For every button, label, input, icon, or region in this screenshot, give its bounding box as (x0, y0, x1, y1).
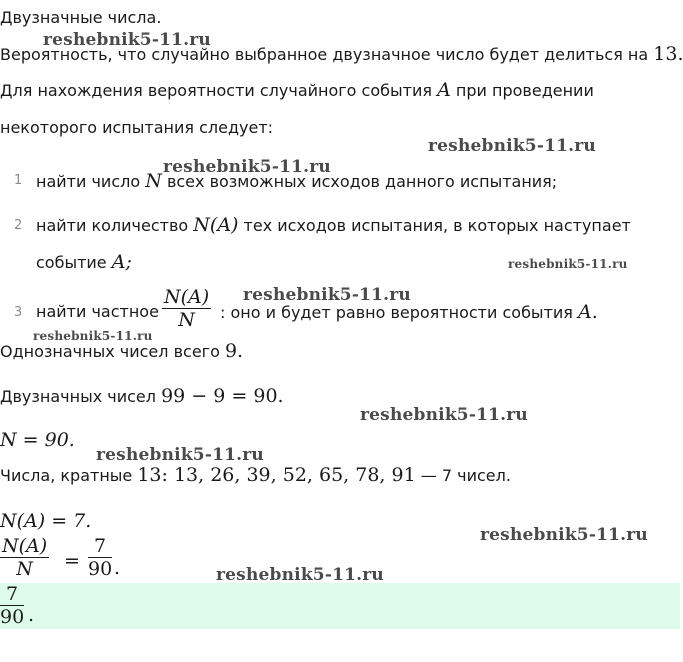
fraction-numerator: 7 (6, 583, 19, 605)
watermark: reshebnik5-11.ru (360, 405, 528, 425)
intro-text-end: при проведении (455, 81, 594, 100)
watermark: reshebnik5-11.ru (43, 30, 211, 50)
task-heading: Двузначные числа. (0, 8, 162, 27)
step-text: событие (36, 253, 107, 272)
single-digit-line (0, 341, 243, 362)
step-text: : оно и будет равно вероятности события (220, 303, 573, 322)
fraction-numerator: N(A) (164, 286, 210, 308)
answer-block (0, 583, 680, 629)
intro-variable: A (437, 79, 451, 101)
fraction-numerator: N(A) (2, 535, 48, 557)
watermark: reshebnik5-11.ru (163, 157, 331, 177)
na-value: N(A) = 7. (0, 510, 92, 532)
ratio-result-fraction (88, 535, 112, 580)
answer-fraction (0, 583, 24, 628)
solution-text: Числа, кратные (0, 466, 133, 485)
watermark: reshebnik5-11.ru (96, 445, 264, 465)
step-2-cont (36, 252, 132, 273)
statement-number: 13. (653, 43, 683, 65)
step-3-fraction (162, 286, 211, 331)
multiples-line (0, 465, 511, 486)
method-intro (0, 80, 594, 101)
answer-period: . (28, 604, 35, 626)
n-value: N = 90. (0, 429, 75, 451)
fraction-denominator: N (178, 309, 195, 331)
solution-value: 9. (224, 340, 244, 362)
watermark: reshebnik5-11.ru (480, 525, 648, 545)
solution-expression: 99 − 9 = 90. (161, 385, 284, 407)
multiples-list: 13: 13, 26, 39, 52, 65, 78, 91 (137, 464, 416, 486)
watermark: reshebnik5-11.ru (508, 257, 628, 271)
step-number: 3 (14, 305, 23, 320)
step-2 (36, 215, 631, 236)
step-variable: N(A) (193, 214, 239, 236)
watermark: reshebnik5-11.ru (428, 136, 596, 156)
step-variable: N (145, 170, 162, 192)
fraction-denominator: 90 (88, 558, 113, 580)
step-number: 1 (14, 173, 23, 188)
step-text: тех исходов испытания, в которых наступает (243, 216, 631, 235)
solution-text: Двузначных чисел (0, 387, 156, 406)
step-number: 2 (14, 218, 23, 233)
multiples-count: — 7 чисел. (420, 466, 511, 485)
ratio-fraction (0, 535, 49, 580)
two-digit-line (0, 386, 284, 407)
fraction-numerator: 7 (94, 535, 107, 557)
step-variable: A; (111, 251, 132, 273)
watermark: reshebnik5-11.ru (216, 565, 384, 585)
equals-sign: = (64, 550, 80, 572)
solution-text: Однозначных чисел всего (0, 342, 220, 361)
step-3-text-end (220, 302, 598, 323)
step-3-text: найти частное (36, 302, 159, 321)
intro-text: Для нахождения вероятности случайного события (0, 81, 432, 100)
statement-text: Вероятность, что случайно выбранное двузначное число будет делиться на (0, 45, 649, 64)
fraction-denominator: N (16, 558, 33, 580)
method-intro-cont: некоторого испытания следует: (0, 118, 274, 137)
step-variable: A. (578, 301, 598, 323)
step-text: найти число (36, 172, 141, 191)
step-text: найти количество (36, 216, 189, 235)
watermark: reshebnik5-11.ru (243, 285, 411, 305)
fraction-denominator: 90 (0, 606, 25, 628)
watermark: reshebnik5-11.ru (33, 329, 153, 343)
step-text: всех возможных исходов данного испытания; (166, 172, 558, 191)
ratio-period: . (114, 557, 121, 579)
